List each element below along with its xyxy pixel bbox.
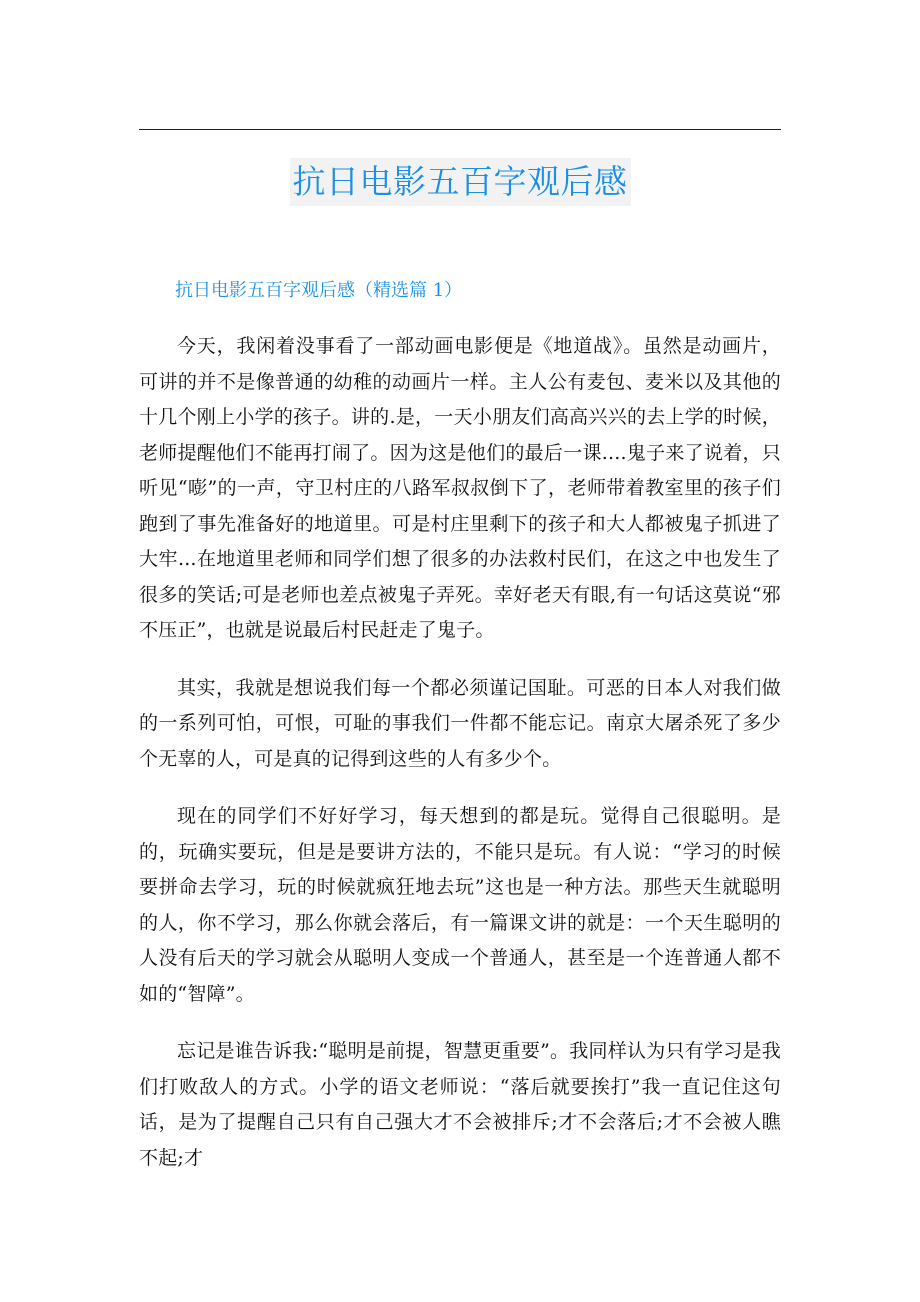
document-body xyxy=(139,329,781,1198)
section-subtitle: 抗日电影五百字观后感（精选篇 1） xyxy=(175,280,463,301)
header-rule xyxy=(139,129,781,130)
title-container xyxy=(0,158,920,206)
paragraph-2: 其实，我就是想说我们每一个都必须谨记国耻。可恶的日本人对我们做的一系列可怕，可恨，可耻的事我们一件都不能忘记。南京大屠杀死了多少个无辜的人，可是真的记得到这些的人有多少个。 xyxy=(139,676,781,770)
document-title: 抗日电影五百字观后感 xyxy=(290,158,631,206)
paragraph-1: 今天，我闲着没事看了一部动画电影便是《地道战》。虽然是动画片，可讲的并不是像普通的幼稚的动画片一样。主人公有麦包、麦米以及其他的十几个刚上小学的孩子。讲的.是，一天小朋友们高高兴兴的去上学的时候，老师提醒他们不能再打闹了。因为这是他们的最后一课....鬼子来了说着，只听见“嘭”的一声，守卫村庄的八路军叔叔倒下了，老师带着教室里的孩子们跑到了事先准备好的地道里。可是村庄里剩下的孩子和大人都被鬼子抓进了大牢...在地道里老师和同学们想了很多的办法救村民们，在这之中也发生了很多的笑话;可是老师也差点被鬼子弄死。幸好老天有眼,有一句话这莫说“邪不压正”，也就是说最后村民赶走了鬼子。 xyxy=(139,335,781,641)
paragraph-4: 忘记是谁告诉我:“聪明是前提，智慧更重要”。我同样认为只有学习是我们打败敌人的方式。小学的语文老师说：“落后就要挨打”我一直记住这句话，是为了提醒自己只有自己强大才不会被排斥;才不会落后;才不会被人瞧不起;才 xyxy=(139,1040,781,1169)
paragraph-3: 现在的同学们不好好学习，每天想到的都是玩。觉得自己很聪明。是的，玩确实要玩，但是是要讲方法的，不能只是玩。有人说：“学习的时候要拼命去学习，玩的时候就疯狂地去玩”这也是一种方法。那些天生就聪明的人，你不学习，那么你就会落后，有一篇课文讲的就是：一个天生聪明的人没有后天的学习就会从聪明人变成一个普通人，甚至是一个连普通人都不如的“智障”。 xyxy=(139,805,781,1005)
